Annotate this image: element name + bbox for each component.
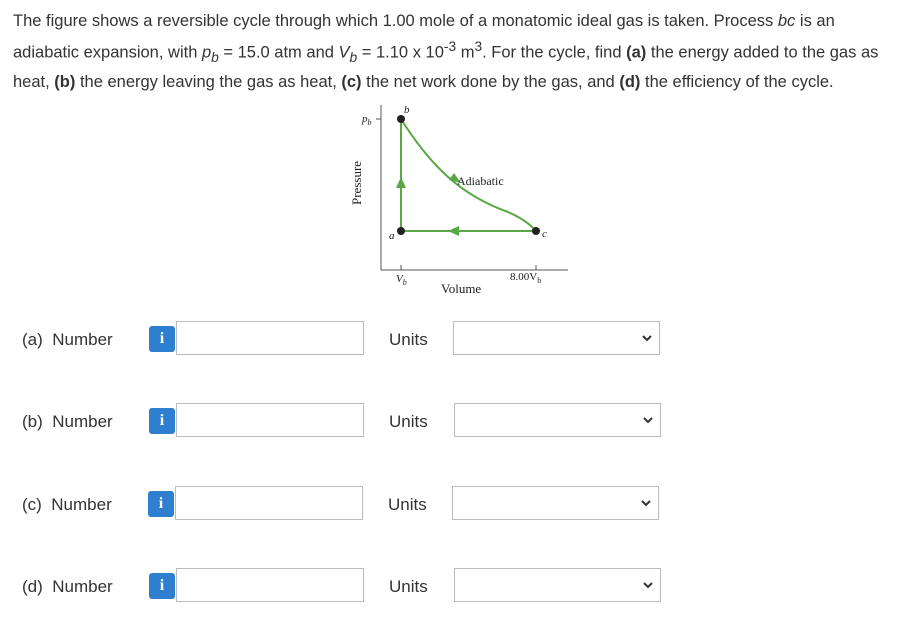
chevron-down-icon (642, 414, 654, 426)
number-input-d[interactable] (176, 568, 364, 602)
info-icon[interactable]: i (149, 326, 175, 352)
part-label: (d) Number (22, 577, 113, 596)
info-icon[interactable]: i (149, 408, 175, 434)
units-select-d[interactable] (454, 568, 661, 602)
arrow-up-icon (396, 177, 406, 188)
question-text: The figure shows a reversible cycle through which 1.00 mole of a monatomic ideal gas is taken. Process bc is an adiabatic expansion, with $p_b = 15.0$ atm and $V_b = 1.10$ x $10^{-3}$ $m^3$. For the cycle, find (a) the energy added to the gas as heat, (b) the energy leaving the gas as heat, (c) the net work done by the gas, and (d) the efficiency of the cycle. (13, 12, 879, 91)
info-icon[interactable]: i (149, 573, 175, 599)
vc-tick-label: $8.00V_b$ (510, 271, 542, 285)
point-c-label: c (542, 228, 547, 240)
info-icon[interactable]: i (148, 491, 174, 517)
part-label: (b) Number (22, 412, 113, 431)
part-label: (c) Number (22, 495, 112, 514)
units-label: Units (388, 495, 427, 514)
y-axis-label: Pressure (349, 160, 364, 205)
pv-diagram (340, 100, 580, 300)
point-c-dot (532, 227, 540, 235)
chevron-down-icon (642, 579, 654, 591)
answer-row-c (0, 485, 903, 525)
units-label: Units (389, 577, 428, 596)
units-select-b[interactable] (454, 403, 661, 437)
answer-row-d (0, 567, 903, 607)
point-a-label: a (389, 230, 395, 242)
arrow-left-icon (448, 226, 459, 236)
units-select-c[interactable] (452, 486, 659, 520)
number-input-c[interactable] (175, 486, 363, 520)
number-input-b[interactable] (176, 403, 364, 437)
chevron-down-icon (640, 497, 652, 509)
vb-tick-label: $V_b$ (396, 273, 407, 287)
curve-label: Adiabatic (457, 174, 504, 188)
units-label: Units (389, 330, 428, 349)
units-select-a[interactable] (453, 321, 660, 355)
number-input-a[interactable] (176, 321, 364, 355)
answer-row-b (0, 402, 903, 442)
x-axis-label: Volume (441, 281, 482, 296)
units-label: Units (389, 412, 428, 431)
point-b-dot (397, 115, 405, 123)
point-a-dot (397, 227, 405, 235)
answer-row-a (0, 320, 903, 360)
point-b-label: b (404, 104, 410, 116)
part-label: (a) Number (22, 330, 113, 349)
chevron-down-icon (641, 332, 653, 344)
pb-tick-label: $p_b$ (362, 113, 372, 127)
